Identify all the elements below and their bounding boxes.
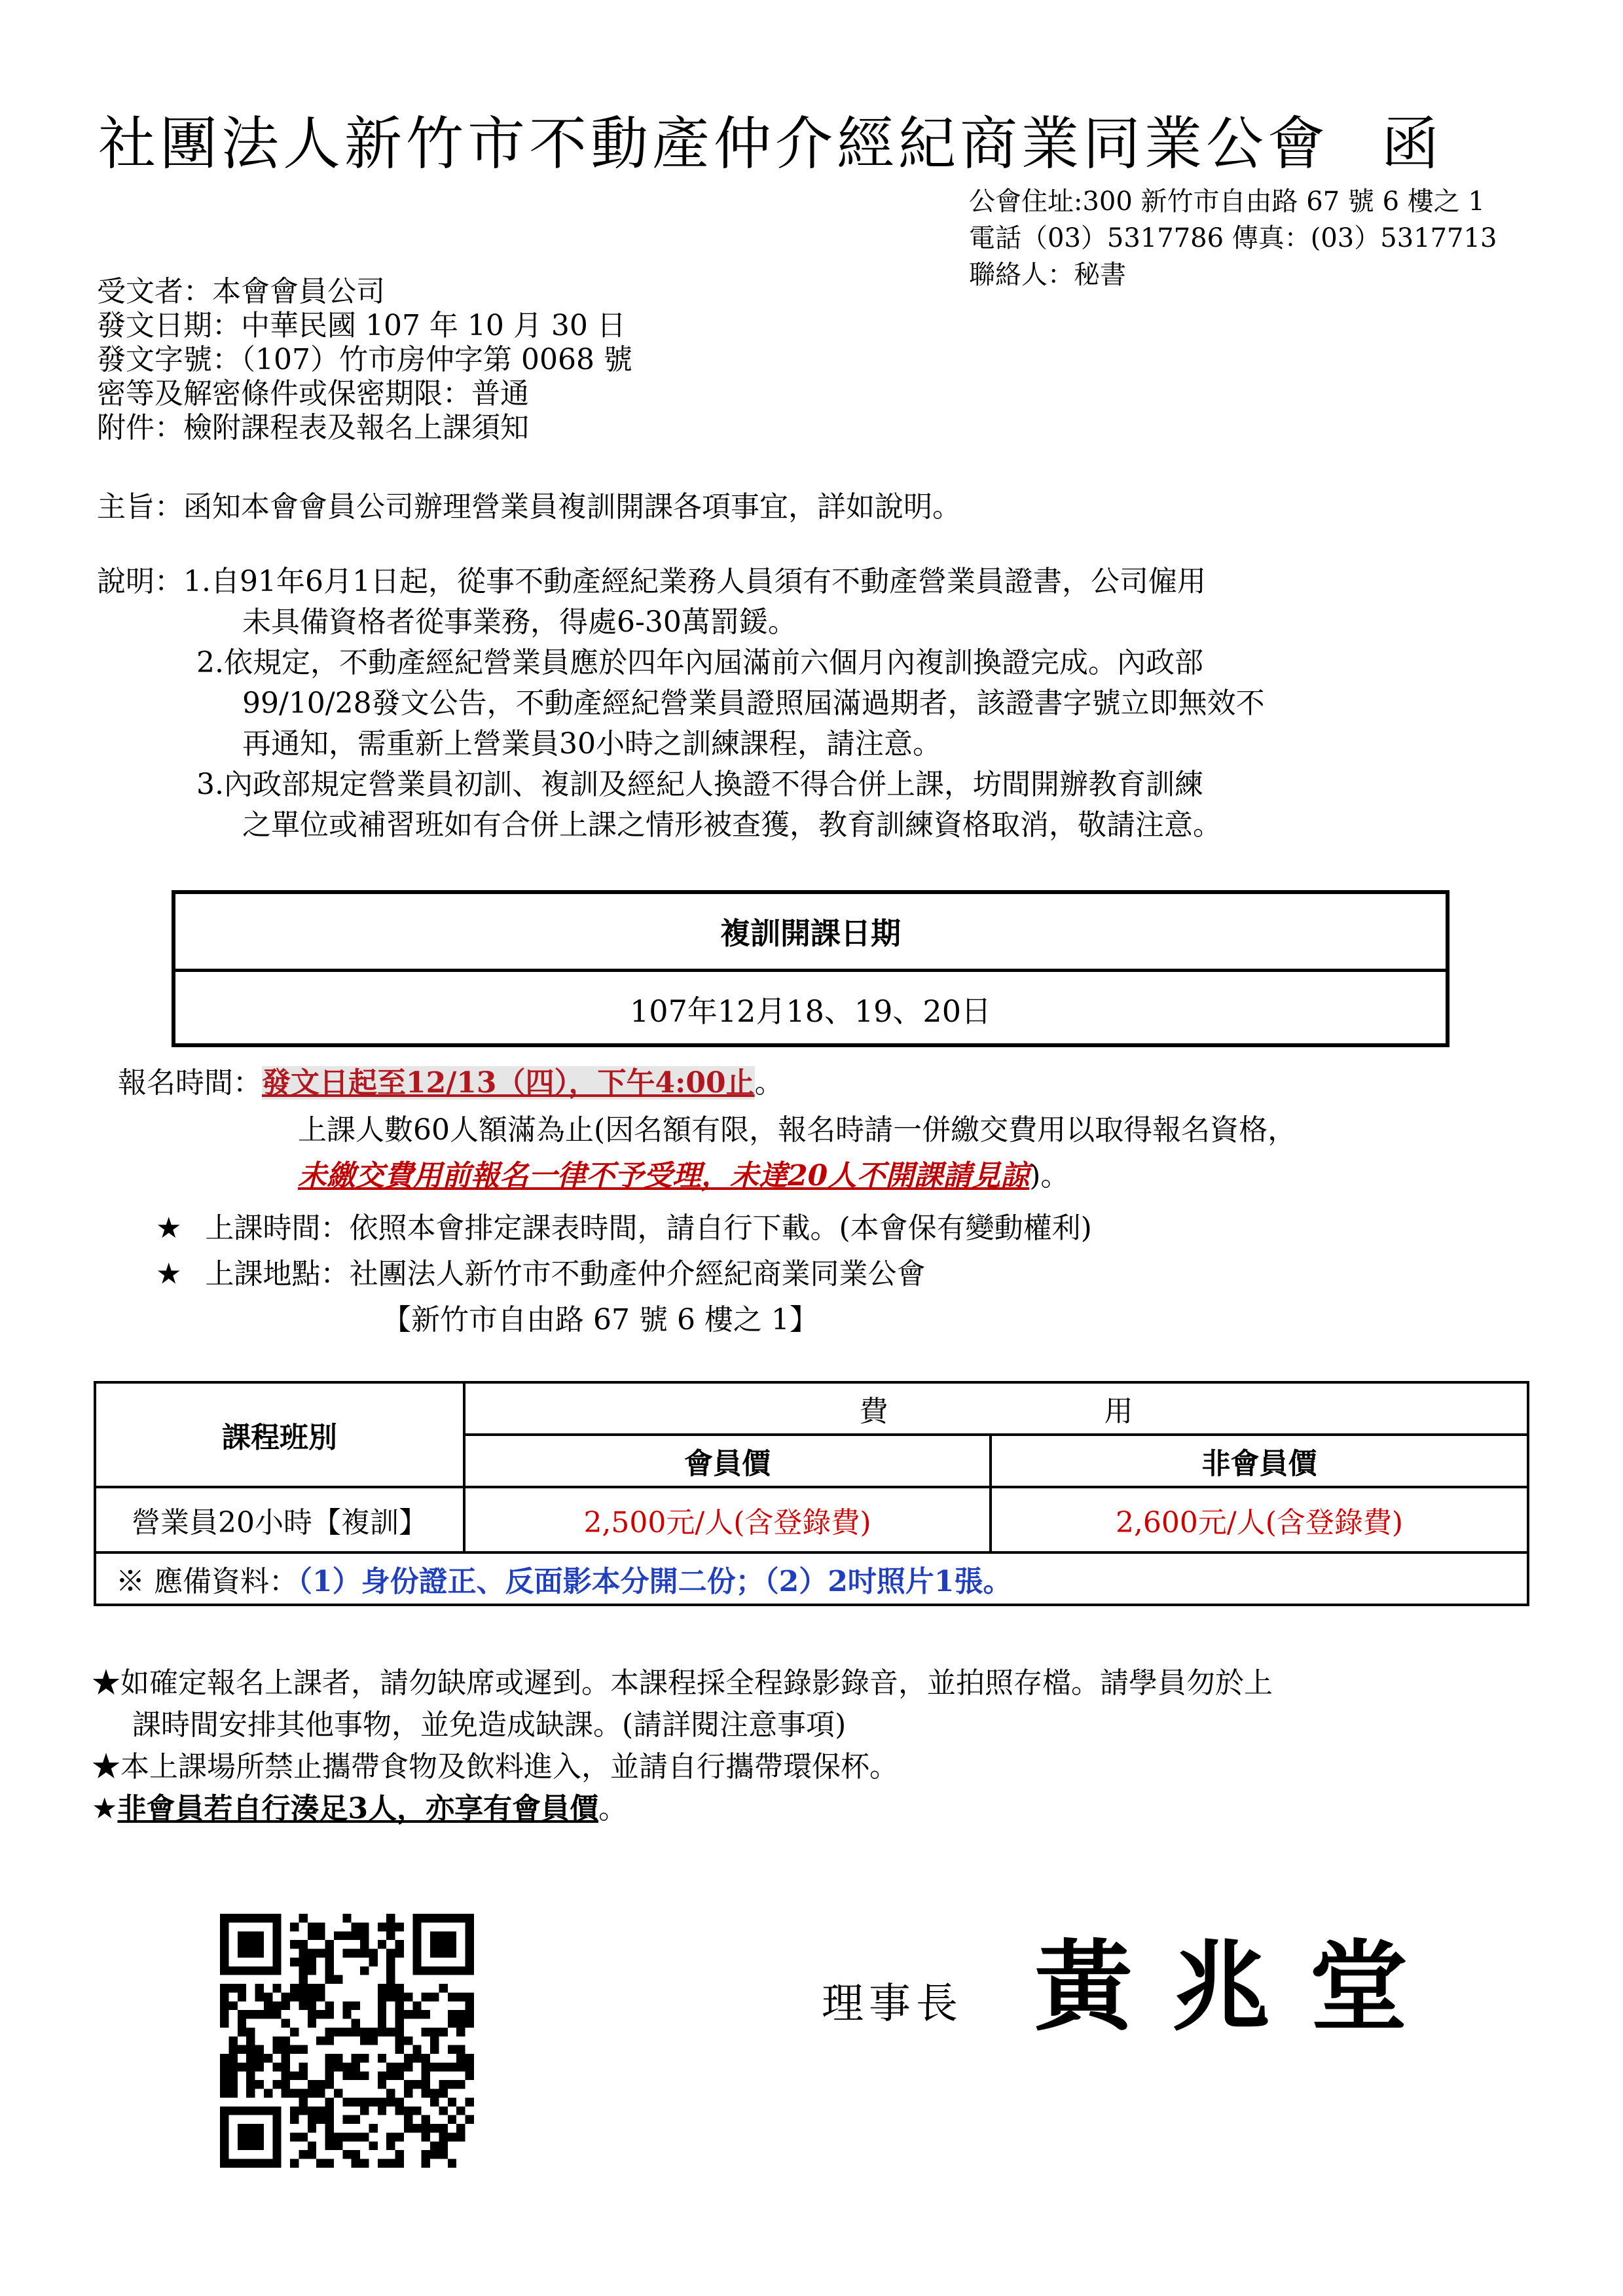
schedule-header: 複訓開課日期 [720, 916, 901, 951]
schedule-dates: 107年12月18、19、20日 [175, 969, 1446, 1047]
document-title [98, 98, 1443, 181]
document-meta [97, 275, 632, 445]
required-items: （1）身份證正、反面影本分開二份；（2）2吋照片1張。 [298, 1565, 1012, 1598]
member-price: 2,500元/人(含登錄費) [464, 1487, 991, 1552]
class-time: ★ 上課時間：依照本會排定課表時間，請自行下載。(本會保有變動權利) [156, 1211, 1092, 1245]
nonmember-price: 2,600元/人(含登錄費) [991, 1487, 1528, 1552]
org-address: 公會住址:300 新竹市自由路 67 號 6 樓之 1 [969, 187, 1485, 217]
attachment: 附件：檢附課程表及報名上課須知 [97, 411, 529, 444]
course-name: 營業員20小時【複訓】 [95, 1487, 464, 1552]
description-item-1: 說明：1.自91年6月1日起，從事不動產經紀業務人員須有不動產營業員證書，公司僱用 [97, 565, 1206, 598]
fee-table [94, 1381, 1529, 1606]
security-level: 密等及解密條件或保密期限：普通 [97, 377, 529, 410]
payment-warning: 未繳交費用前報名一律不予受理，未達20人不開課請見諒 [298, 1159, 1030, 1193]
member-price-header: 會員價 [464, 1435, 991, 1487]
description-item-2: 2.依規定，不動產經紀營業員應於四年內屆滿前六個月內複訓換證完成。內政部 [196, 646, 1203, 679]
note-1: ★如確定報名上課者，請勿缺席或遲到。本課程採全程錄影錄音，並拍照存檔。請學員勿於上 [92, 1666, 1273, 1700]
class-location: ★ 上課地點：社團法人新竹市不動產仲介經紀商業同業公會 [156, 1257, 926, 1291]
president-title: 理事長 [822, 1980, 963, 2028]
required-documents [95, 1552, 1528, 1605]
description-line: 之單位或補習班如有合併上課之情形被查獲，教育訓練資格取消，敬請注意。 [242, 808, 1222, 842]
note-1-cont: 課時間安排其他事物，並免造成缺課。(請詳閱注意事項) [132, 1708, 847, 1742]
table-row [95, 1382, 1528, 1435]
contact-block [969, 183, 1497, 293]
class-address: 【新竹市自由路 67 號 6 樓之 1】 [382, 1303, 818, 1336]
star-icon: ★ [92, 1792, 118, 1825]
note-2: ★本上課場所禁止攜帶食物及飲料進入，並請自行攜帶環保杯。 [92, 1750, 898, 1784]
qr-code-icon [220, 1914, 474, 2168]
document-number: 發文字號：（107）竹市房仲字第 0068 號 [97, 343, 632, 376]
note-3: ★非會員若自行湊足3人，亦享有會員價。 [92, 1792, 628, 1825]
table-row [95, 1552, 1528, 1605]
org-title: 社團法人新竹市不動產仲介經紀商業同業公會 [98, 110, 1330, 177]
notes [92, 1662, 1273, 1830]
description-prefix: 說明： [97, 565, 183, 598]
doc-type: 函 [1381, 110, 1444, 177]
description-line: 99/10/28發文公告，不動產經紀營業員證照屆滿過期者，該證書字號立即無效不 [242, 687, 1265, 720]
table-row [95, 1487, 1528, 1552]
course-header: 課程班別 [95, 1382, 464, 1487]
star-icon: ★ [156, 1211, 182, 1245]
schedule-box [172, 890, 1450, 1047]
capacity-note: 上課人數60人額滿為止(因名額有限，報名時請一併繳交費用以取得報名資格， [298, 1113, 1297, 1147]
recipient: 受文者：本會會員公司 [97, 275, 385, 308]
registration-period: 報名時間：發文日起至12/13（四），下午4:00止。 [118, 1066, 784, 1100]
description [97, 562, 1265, 846]
fee-header: 費 用 [464, 1382, 1528, 1435]
description-item-3: 3.內政部規定營業員初訓、複訓及經紀人換證不得合併上課，坊間開辦教育訓練 [196, 768, 1203, 801]
contact-person: 聯絡人：秘書 [969, 260, 1126, 290]
description-line: 未具備資格者從事業務，得處6-30萬罰鍰。 [242, 605, 797, 639]
description-line: 再通知，需重新上營業員30小時之訓練課程，請注意。 [242, 727, 941, 761]
star-icon: ★ [156, 1257, 182, 1291]
nonmember-price-header: 非會員價 [991, 1435, 1528, 1487]
required-label: ※ 應備資料： [116, 1565, 298, 1598]
president-name: 黃兆堂 [1034, 1931, 1448, 2045]
phone-fax: 電話（03）5317786 傳真：(03）5317713 [969, 223, 1497, 253]
issue-date: 發文日期：中華民國 107 年 10 月 30 日 [97, 309, 626, 342]
registration-deadline: 發文日起至12/13（四），下午4:00止 [262, 1066, 755, 1100]
registration-label: 報名時間： [118, 1066, 262, 1100]
payment-warning-line: 未繳交費用前報名一律不予受理，未達20人不開課請見諒)。 [298, 1159, 1070, 1193]
subject-line: 主旨：函知本會會員公司辦理營業員複訓開課各項事宜，詳如說明。 [97, 490, 961, 524]
